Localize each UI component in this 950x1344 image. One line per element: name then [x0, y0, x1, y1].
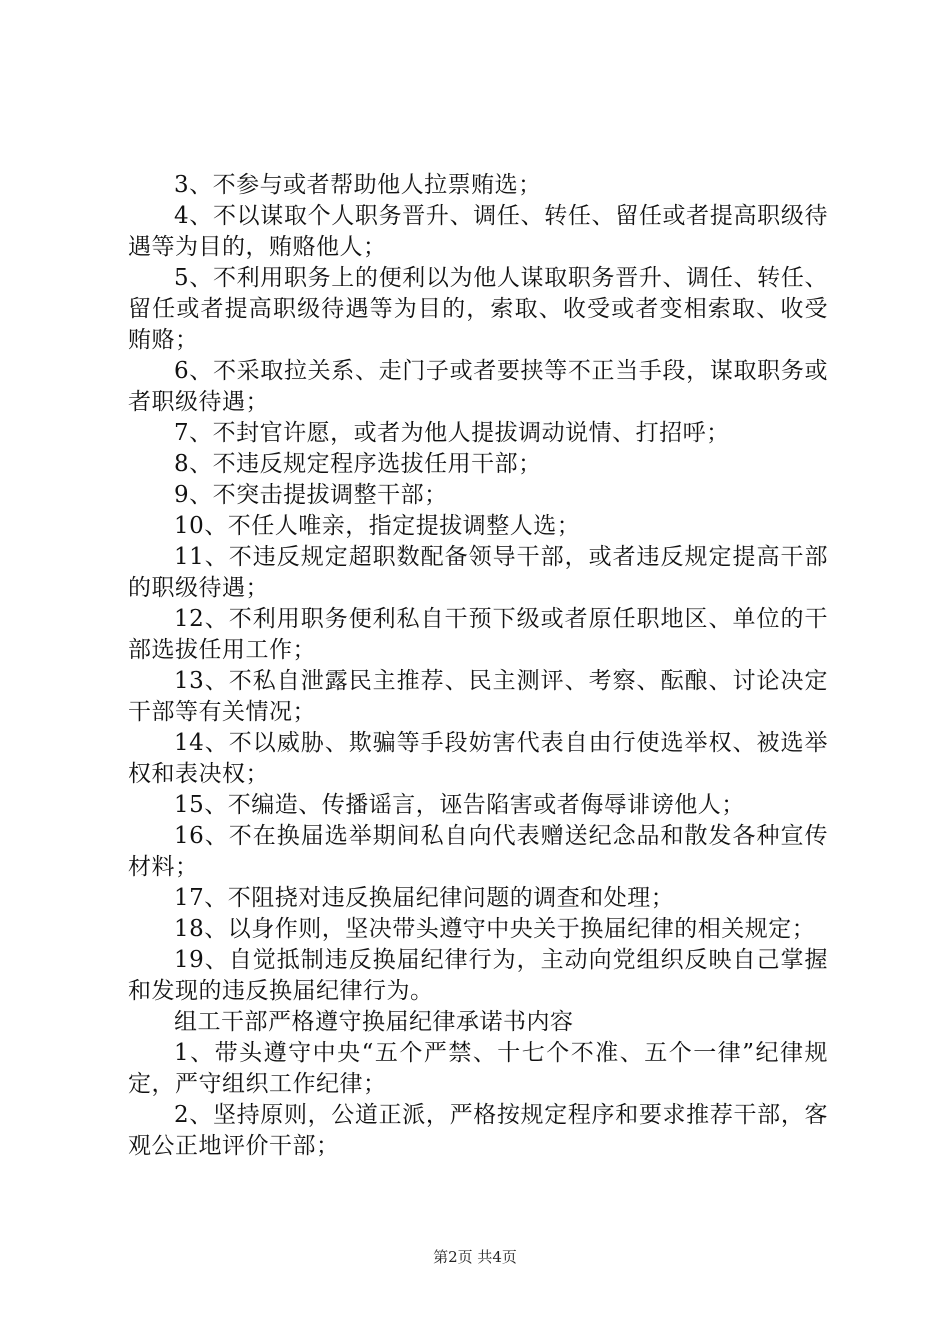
paragraph-item-9: 9、不突击提拔调整干部； — [174, 482, 448, 508]
paragraph-item-13: 13、不私自泄露民主推荐、民主测评、考察、酝酿、讨论决定干部等有关情况； — [128, 668, 828, 725]
paragraph-item-17: 17、不阻挠对违反换届纪律问题的调查和处理； — [174, 885, 675, 911]
pledge-item-2: 2、坚持原则，公道正派，严格按规定程序和要求推荐干部，客观公正地评价干部； — [128, 1102, 828, 1159]
paragraph-item-8: 8、不违反规定程序选拔任用干部； — [174, 451, 542, 477]
section-heading: 组工干部严格遵守换届纪律承诺书内容 — [174, 1009, 574, 1035]
paragraph-item-18: 18、以身作则，坚决带头遵守中央关于换届纪律的相关规定； — [174, 916, 816, 942]
paragraph-item-15: 15、不编造、传播谣言，诬告陷害或者侮辱诽谤他人； — [174, 792, 745, 818]
paragraph-item-4: 4、不以谋取个人职务晋升、调任、转任、留任或者提高职级待遇等为目的，贿赂他人； — [128, 203, 828, 260]
page-number-footer: 第2页 共4页 — [433, 1248, 517, 1266]
paragraph-item-14: 14、不以威胁、欺骗等手段妨害代表自由行使选举权、被选举权和表决权； — [128, 730, 828, 787]
paragraph-item-12: 12、不利用职务便利私自干预下级或者原任职地区、单位的干部选拔任用工作； — [128, 606, 828, 663]
paragraph-item-16: 16、不在换届选举期间私自向代表赠送纪念品和散发各种宣传材料； — [128, 823, 828, 880]
paragraph-item-11: 11、不违反规定超职数配备领导干部，或者违反规定提高干部的职级待遇； — [128, 544, 828, 601]
paragraph-item-7: 7、不封官许愿，或者为他人提拔调动说情、打招呼； — [174, 420, 730, 446]
document-body — [128, 170, 828, 1162]
paragraph-item-5: 5、不利用职务上的便利以为他人谋取职务晋升、调任、转任、留任或者提高职级待遇等为目的，索取、收受或者变相索取、收受贿赂； — [128, 265, 828, 353]
paragraph-item-19: 19、自觉抵制违反换届纪律行为，主动向党组织反映自己掌握和发现的违反换届纪律行为。 — [128, 947, 828, 1004]
pledge-item-1: 1、带头遵守中央“五个严禁、十七个不准、五个一律”纪律规定，严守组织工作纪律； — [128, 1040, 828, 1097]
paragraph-item-10: 10、不任人唯亲，指定提拔调整人选； — [174, 513, 581, 539]
paragraph-item-6: 6、不采取拉关系、走门子或者要挟等不正当手段，谋取职务或者职级待遇； — [128, 358, 828, 415]
paragraph-item-3: 3、不参与或者帮助他人拉票贿选； — [174, 172, 542, 198]
